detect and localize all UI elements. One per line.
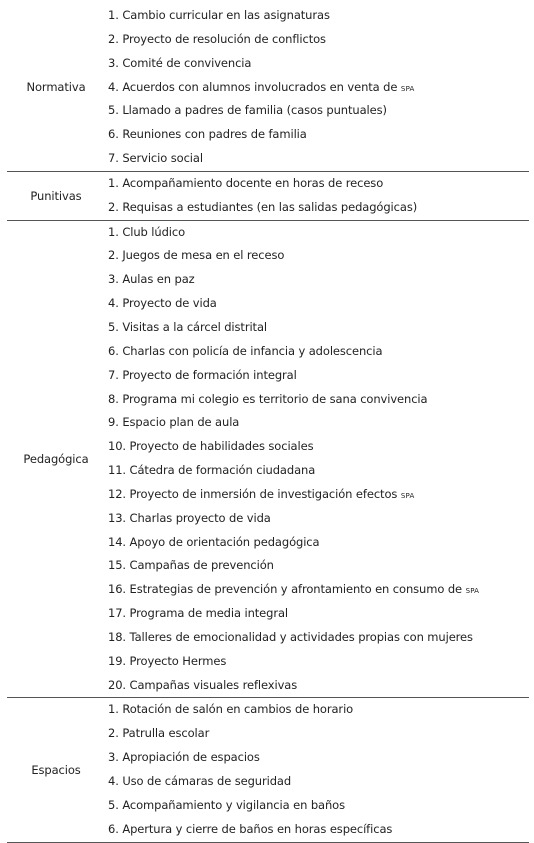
- list-item: 1. Rotación de salón en cambios de horario: [108, 702, 354, 717]
- category-label: Punitivas: [30, 188, 82, 203]
- list-item: 5. Llamado a padres de familia (casos puntuales): [108, 103, 387, 118]
- abbreviation: SPA: [400, 84, 415, 93]
- list-item: 1. Acompañamiento docente en horas de receso: [108, 175, 384, 190]
- list-item: 6. Apertura y cierre de baños en horas específicas: [108, 821, 393, 836]
- list-item: 20. Campañas visuales reflexivas: [108, 677, 298, 692]
- item-list: [105, 4, 529, 171]
- list-item: 6. Charlas con policía de infancia y adolescencia: [108, 343, 383, 358]
- list-item: 4. Uso de cámaras de seguridad: [108, 774, 292, 788]
- group-punitivas: [7, 172, 529, 221]
- list-item: 7. Proyecto de formación integral: [108, 367, 297, 382]
- group-pedagogica: [7, 221, 529, 699]
- list-item: 17. Programa de media integral: [108, 606, 289, 621]
- list-item: 11. Cátedra de formación ciudadana: [108, 463, 316, 478]
- abbreviation: SPA: [400, 491, 415, 500]
- list-item: 6. Reuniones con padres de familia: [108, 127, 307, 142]
- list-item: 19. Proyecto Hermes: [108, 653, 227, 668]
- list-item: 4. Acuerdos con alumnos involucrados en venta de SPA: [108, 79, 415, 94]
- list-item: 3. Aulas en paz: [108, 272, 195, 287]
- list-item: 5. Acompañamiento y vigilancia en baños: [108, 797, 345, 812]
- item-list: [105, 172, 529, 220]
- group-espacios: [7, 698, 529, 842]
- strategies-table: [7, 4, 529, 843]
- list-item: 13. Charlas proyecto de vida: [108, 510, 271, 525]
- abbreviation: SPA: [465, 587, 480, 596]
- list-item: 12. Proyecto de inmersión de investigación efectos SPA: [108, 486, 415, 501]
- list-item: 2. Juegos de mesa en el receso: [108, 248, 285, 263]
- list-item: 3. Comité de convivencia: [108, 55, 252, 70]
- group-normativa: [7, 4, 529, 172]
- category-label: Pedagógica: [23, 452, 89, 467]
- list-item: 16. Estrategias de prevención y afrontamiento en consumo de SPA: [108, 582, 480, 597]
- list-item: 9. Espacio plan de aula: [108, 415, 240, 430]
- list-item: 15. Campañas de prevención: [108, 558, 274, 573]
- item-list: [105, 221, 529, 698]
- list-item: 10. Proyecto de habilidades sociales: [108, 439, 314, 454]
- list-item: 14. Apoyo de orientación pedagógica: [108, 534, 320, 549]
- list-item: 7. Servicio social: [108, 151, 203, 166]
- list-item: 4. Proyecto de vida: [108, 296, 217, 311]
- list-item: 2. Requisas a estudiantes (en las salidas pedagógicas): [108, 199, 418, 214]
- category-label: Espacios: [31, 763, 81, 777]
- list-item: 1. Cambio curricular en las asignaturas: [108, 8, 330, 22]
- list-item: 5. Visitas a la cárcel distrital: [108, 319, 267, 334]
- list-item: 2. Patrulla escolar: [108, 726, 210, 741]
- category-label: Normativa: [26, 80, 86, 95]
- list-item: 1. Club lúdico: [108, 224, 186, 239]
- list-item: 3. Apropiación de espacios: [108, 750, 260, 765]
- list-item: 8. Programa mi colegio es territorio de sana convivencia: [108, 391, 428, 406]
- list-item: 2. Proyecto de resolución de conflictos: [108, 31, 326, 46]
- item-list: [105, 698, 529, 841]
- list-item: 18. Talleres de emocionalidad y actividades propias con mujeres: [108, 629, 473, 644]
